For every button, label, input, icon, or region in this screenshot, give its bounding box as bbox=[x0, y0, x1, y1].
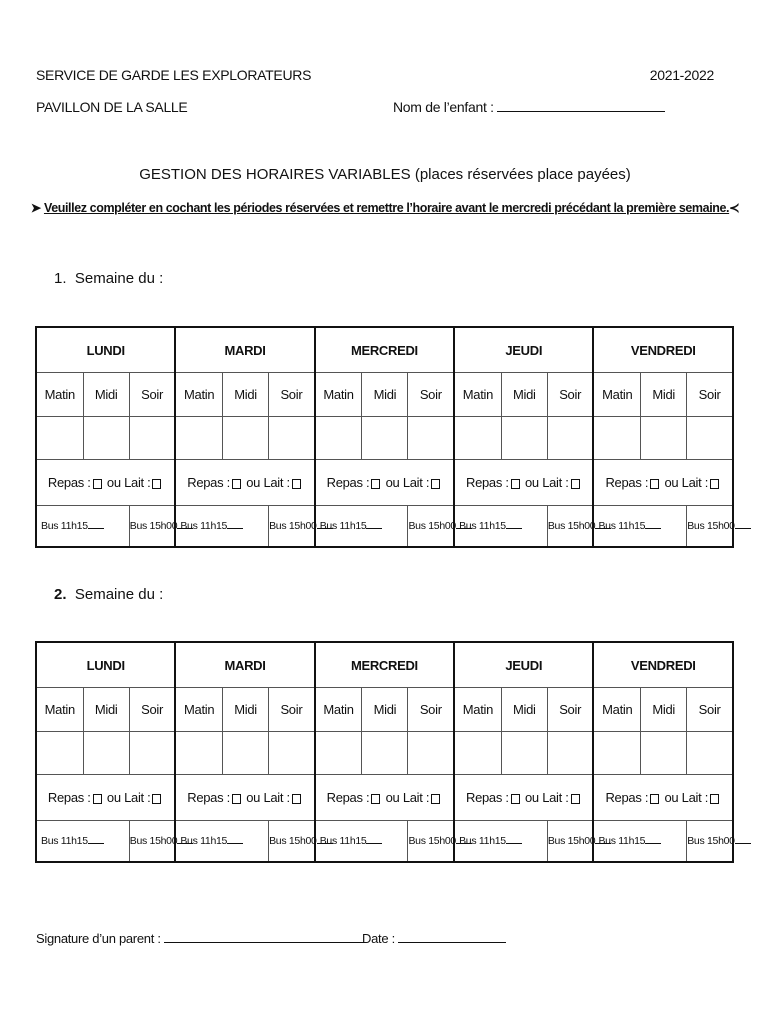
bus-am-line[interactable] bbox=[88, 843, 104, 844]
period-label: Matin bbox=[175, 373, 222, 417]
arrow-right-icon: ➤ bbox=[30, 201, 41, 215]
bus-am-line[interactable] bbox=[506, 528, 522, 529]
ou-label: ou bbox=[106, 475, 121, 490]
bus-am-line[interactable] bbox=[227, 528, 243, 529]
bus-am-line[interactable] bbox=[645, 528, 661, 529]
bus-pm-label: Bus 15h00 bbox=[408, 835, 456, 847]
lait-label: Lait : bbox=[542, 790, 569, 805]
day-header-row bbox=[36, 642, 733, 688]
period-label: Midi bbox=[222, 373, 268, 417]
signature-label: Signature d’un parent : bbox=[36, 931, 161, 946]
period-check-row bbox=[36, 417, 733, 460]
period-label: Midi bbox=[362, 373, 408, 417]
ou-label: ou bbox=[664, 475, 679, 490]
period-label: Soir bbox=[547, 688, 593, 732]
period-check-cell[interactable] bbox=[408, 417, 454, 460]
period-label: Midi bbox=[362, 688, 408, 732]
date-label: Date : bbox=[362, 931, 395, 946]
repas-label: Repas : bbox=[465, 475, 509, 490]
day-header: VENDREDI bbox=[593, 642, 733, 688]
form-title: GESTION DES HORAIRES VARIABLES (places réservées place payées) bbox=[139, 166, 631, 183]
bus-cell-pm[interactable] bbox=[408, 821, 454, 863]
bus-pm-label: Bus 15h00 bbox=[129, 835, 178, 847]
meal-cell bbox=[175, 460, 314, 506]
repas-label: Repas : bbox=[187, 475, 230, 490]
day-header: JEUDI bbox=[454, 642, 593, 688]
lait-label: Lait : bbox=[681, 790, 709, 805]
bus-pm-line[interactable] bbox=[735, 843, 751, 844]
repas-label: Repas : bbox=[326, 790, 370, 805]
child-name-label: Nom de l’enfant : bbox=[393, 99, 494, 115]
repas-checkbox[interactable] bbox=[93, 479, 102, 489]
period-label: Matin bbox=[36, 688, 83, 732]
period-row bbox=[36, 373, 733, 417]
period-check-cell[interactable] bbox=[362, 732, 408, 775]
period-check-cell[interactable] bbox=[129, 417, 175, 460]
bus-cell-pm[interactable] bbox=[129, 821, 178, 863]
lait-label: Lait : bbox=[263, 475, 290, 490]
repas-checkbox[interactable] bbox=[93, 794, 102, 804]
repas-label: Repas : bbox=[605, 790, 649, 805]
lait-label: Lait : bbox=[681, 475, 709, 490]
bus-am-label: Bus 11h15 bbox=[459, 835, 506, 847]
meal-cell bbox=[593, 460, 733, 506]
period-label: Midi bbox=[222, 688, 268, 732]
child-name-line[interactable] bbox=[497, 99, 665, 112]
lait-label: Lait : bbox=[402, 790, 430, 805]
bus-cell-am[interactable] bbox=[175, 506, 268, 548]
bus-am-line[interactable] bbox=[645, 843, 661, 844]
day-header-row bbox=[36, 327, 733, 373]
bus-am-line[interactable] bbox=[227, 843, 243, 844]
school-year: 2021-2022 bbox=[649, 67, 714, 83]
bus-am-label: Bus 11h15 bbox=[598, 835, 646, 847]
period-label: Midi bbox=[83, 373, 129, 417]
lait-checkbox[interactable] bbox=[292, 479, 301, 489]
lait-label: Lait : bbox=[542, 475, 569, 490]
week-1-label bbox=[54, 270, 163, 287]
bus-pm-label: Bus 15h00 bbox=[547, 520, 596, 532]
bus-pm-label: Bus 15h00 bbox=[687, 835, 735, 847]
bus-am-label: Bus 11h15 bbox=[598, 520, 646, 532]
pavilion-name: PAVILLON DE LA SALLE bbox=[36, 99, 188, 115]
period-label: Soir bbox=[269, 688, 315, 732]
week-2-label bbox=[54, 586, 163, 603]
instruction-text: Veuillez compléter en cochant les périodes réservées et remettre l’horaire avant le mercredi précédant la première semaine. bbox=[43, 201, 730, 215]
period-label: Midi bbox=[641, 688, 687, 732]
period-label: Matin bbox=[36, 373, 83, 417]
bus-cell-pm[interactable] bbox=[687, 506, 733, 548]
bus-cell-am[interactable] bbox=[593, 506, 686, 548]
week-number: 1. bbox=[54, 270, 67, 287]
lait-label: Lait : bbox=[124, 790, 151, 805]
meal-cell bbox=[36, 460, 175, 506]
bus-am-label: Bus 11h15 bbox=[319, 835, 367, 847]
period-check-cell[interactable] bbox=[408, 732, 454, 775]
lait-label: Lait : bbox=[402, 475, 430, 490]
week-number: 2. bbox=[54, 586, 67, 603]
bus-cell-pm[interactable] bbox=[129, 506, 178, 548]
period-label: Midi bbox=[83, 688, 129, 732]
period-label: Soir bbox=[129, 373, 175, 417]
period-check-cell[interactable] bbox=[641, 732, 687, 775]
period-label: Matin bbox=[454, 688, 501, 732]
period-row bbox=[36, 688, 733, 732]
period-check-cell[interactable] bbox=[641, 417, 687, 460]
repas-checkbox[interactable] bbox=[371, 479, 380, 489]
meal-row bbox=[36, 460, 733, 506]
repas-checkbox[interactable] bbox=[511, 794, 520, 804]
period-check-row bbox=[36, 732, 733, 775]
period-check-cell[interactable] bbox=[36, 417, 83, 460]
bus-am-label: Bus 11h15 bbox=[319, 520, 367, 532]
ou-label: ou bbox=[246, 475, 261, 490]
period-label: Matin bbox=[454, 373, 501, 417]
meal-row bbox=[36, 775, 733, 821]
arrow-left-icon: ≺ bbox=[729, 201, 740, 215]
period-check-cell[interactable] bbox=[501, 732, 547, 775]
period-label: Matin bbox=[175, 688, 222, 732]
bus-row bbox=[36, 821, 733, 863]
period-check-cell[interactable] bbox=[129, 732, 175, 775]
lait-checkbox[interactable] bbox=[710, 794, 719, 804]
period-check-cell[interactable] bbox=[593, 732, 640, 775]
period-check-cell[interactable] bbox=[454, 732, 501, 775]
period-check-cell[interactable] bbox=[222, 732, 268, 775]
repas-checkbox[interactable] bbox=[511, 479, 520, 489]
bus-pm-label: Bus 15h00 bbox=[129, 520, 178, 532]
period-check-cell[interactable] bbox=[83, 417, 129, 460]
bus-cell-am[interactable] bbox=[315, 821, 408, 863]
period-label: Matin bbox=[593, 373, 640, 417]
period-label: Soir bbox=[687, 688, 733, 732]
day-header: MERCREDI bbox=[315, 642, 454, 688]
period-check-cell[interactable] bbox=[687, 417, 733, 460]
day-header: JEUDI bbox=[454, 327, 593, 373]
repas-label: Repas : bbox=[187, 790, 230, 805]
repas-checkbox[interactable] bbox=[232, 479, 241, 489]
bus-pm-label: Bus 15h00 bbox=[687, 520, 735, 532]
day-header: MERCREDI bbox=[315, 327, 454, 373]
bus-cell-pm[interactable] bbox=[547, 821, 596, 863]
bus-cell-pm[interactable] bbox=[269, 821, 315, 863]
lait-checkbox[interactable] bbox=[571, 794, 580, 804]
period-check-cell[interactable] bbox=[315, 417, 362, 460]
week-text: Semaine du : bbox=[74, 270, 164, 287]
bus-row bbox=[36, 506, 733, 548]
lait-checkbox[interactable] bbox=[152, 479, 161, 489]
meal-cell bbox=[315, 460, 454, 506]
period-label: Midi bbox=[501, 688, 547, 732]
meal-cell bbox=[36, 775, 175, 821]
week-text: Semaine du : bbox=[74, 586, 164, 603]
repas-label: Repas : bbox=[47, 475, 91, 490]
bus-cell-am[interactable] bbox=[36, 821, 129, 863]
repas-label: Repas : bbox=[326, 475, 370, 490]
lait-checkbox[interactable] bbox=[571, 479, 580, 489]
meal-cell bbox=[454, 460, 593, 506]
signature-field[interactable] bbox=[36, 930, 364, 946]
lait-checkbox[interactable] bbox=[292, 794, 301, 804]
period-check-cell[interactable] bbox=[593, 417, 640, 460]
period-label: Soir bbox=[687, 373, 733, 417]
period-check-cell[interactable] bbox=[175, 417, 222, 460]
bus-cell-am[interactable] bbox=[175, 821, 268, 863]
period-label: Midi bbox=[501, 373, 547, 417]
ou-label: ou bbox=[246, 790, 261, 805]
bus-pm-label: Bus 15h00 bbox=[269, 835, 317, 847]
bus-am-label: Bus 11h15 bbox=[41, 520, 88, 532]
bus-am-line[interactable] bbox=[88, 528, 104, 529]
ou-label: ou bbox=[385, 475, 400, 490]
period-label: Soir bbox=[129, 688, 175, 732]
meal-cell bbox=[454, 775, 593, 821]
bus-am-line[interactable] bbox=[366, 843, 382, 844]
period-check-cell[interactable] bbox=[362, 417, 408, 460]
period-check-cell[interactable] bbox=[269, 417, 315, 460]
meal-cell bbox=[175, 775, 314, 821]
period-label: Matin bbox=[593, 688, 640, 732]
bus-cell-pm[interactable] bbox=[408, 506, 454, 548]
organization-name: SERVICE DE GARDE LES EXPLORATEURS bbox=[36, 67, 312, 83]
day-header: VENDREDI bbox=[593, 327, 733, 373]
period-check-cell[interactable] bbox=[501, 417, 547, 460]
bus-am-label: Bus 11h15 bbox=[180, 520, 228, 532]
date-field[interactable] bbox=[362, 930, 506, 946]
bus-am-label: Bus 11h15 bbox=[459, 520, 506, 532]
period-check-cell[interactable] bbox=[269, 732, 315, 775]
period-label: Soir bbox=[408, 688, 454, 732]
repas-checkbox[interactable] bbox=[232, 794, 241, 804]
bus-am-label: Bus 11h15 bbox=[41, 835, 88, 847]
bus-cell-pm[interactable] bbox=[269, 506, 315, 548]
bus-am-line[interactable] bbox=[366, 528, 382, 529]
signature-line[interactable] bbox=[164, 930, 364, 943]
repas-label: Repas : bbox=[465, 790, 509, 805]
schedule-table-week-2 bbox=[35, 641, 734, 863]
ou-label: ou bbox=[385, 790, 400, 805]
bus-pm-line[interactable] bbox=[735, 528, 751, 529]
period-check-cell[interactable] bbox=[454, 417, 501, 460]
lait-checkbox[interactable] bbox=[431, 794, 440, 804]
bus-cell-pm[interactable] bbox=[687, 821, 733, 863]
period-label: Midi bbox=[641, 373, 687, 417]
child-name-field[interactable] bbox=[393, 99, 665, 115]
period-label: Soir bbox=[547, 373, 593, 417]
meal-cell bbox=[315, 775, 454, 821]
repas-label: Repas : bbox=[47, 790, 91, 805]
date-line[interactable] bbox=[398, 930, 506, 943]
period-check-cell[interactable] bbox=[315, 732, 362, 775]
period-label: Matin bbox=[315, 688, 362, 732]
lait-label: Lait : bbox=[124, 475, 151, 490]
repas-checkbox[interactable] bbox=[650, 794, 659, 804]
bus-cell-am[interactable] bbox=[593, 821, 686, 863]
bus-pm-label: Bus 15h00 bbox=[269, 520, 317, 532]
ou-label: ou bbox=[525, 475, 539, 490]
period-check-cell[interactable] bbox=[547, 732, 593, 775]
bus-am-label: Bus 11h15 bbox=[180, 835, 228, 847]
lait-checkbox[interactable] bbox=[710, 479, 719, 489]
ou-label: ou bbox=[664, 790, 679, 805]
day-header: LUNDI bbox=[36, 327, 175, 373]
bus-cell-am[interactable] bbox=[36, 506, 129, 548]
bus-pm-label: Bus 15h00 bbox=[408, 520, 456, 532]
period-label: Soir bbox=[408, 373, 454, 417]
bus-am-line[interactable] bbox=[506, 843, 522, 844]
bus-cell-am[interactable] bbox=[454, 821, 547, 863]
period-check-cell[interactable] bbox=[83, 732, 129, 775]
lait-checkbox[interactable] bbox=[431, 479, 440, 489]
bus-cell-pm[interactable] bbox=[547, 506, 596, 548]
lait-checkbox[interactable] bbox=[152, 794, 161, 804]
repas-checkbox[interactable] bbox=[650, 479, 659, 489]
day-header: LUNDI bbox=[36, 642, 175, 688]
ou-label: ou bbox=[106, 790, 121, 805]
repas-checkbox[interactable] bbox=[371, 794, 380, 804]
schedule-table-week-1 bbox=[35, 326, 734, 548]
period-check-cell[interactable] bbox=[547, 417, 593, 460]
lait-label: Lait : bbox=[263, 790, 290, 805]
period-label: Matin bbox=[315, 373, 362, 417]
period-label: Soir bbox=[269, 373, 315, 417]
bus-cell-am[interactable] bbox=[454, 506, 547, 548]
bus-cell-am[interactable] bbox=[315, 506, 408, 548]
period-check-cell[interactable] bbox=[36, 732, 83, 775]
meal-cell bbox=[593, 775, 733, 821]
period-check-cell[interactable] bbox=[222, 417, 268, 460]
bus-pm-label: Bus 15h00 bbox=[547, 835, 596, 847]
repas-label: Repas : bbox=[605, 475, 649, 490]
day-header: MARDI bbox=[175, 327, 314, 373]
ou-label: ou bbox=[525, 790, 539, 805]
period-check-cell[interactable] bbox=[175, 732, 222, 775]
instruction-line bbox=[0, 200, 770, 215]
period-check-cell[interactable] bbox=[687, 732, 733, 775]
day-header: MARDI bbox=[175, 642, 314, 688]
